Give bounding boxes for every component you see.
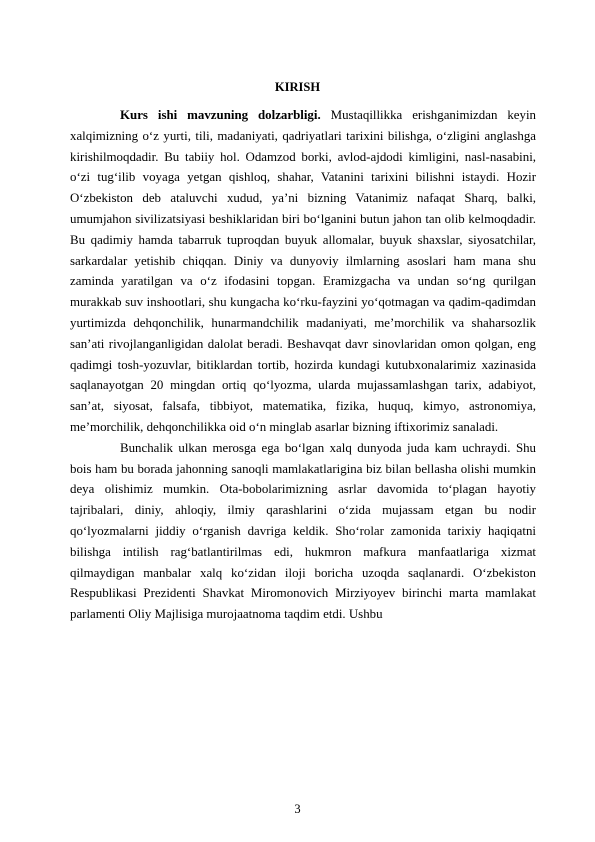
paragraph-text: Bunchalik ulkan merosga ega bo‘lgan xalq dunyoda juda kam uchraydi. Shu bois ham bu borada jahonning sanoqli mamlakatlarigina biz bilan bellasha olishi mumkin deya olishimiz mumkin. Ota-bobolarimizning asrlar davomida to‘plagan hayotiy tajribalari, diniy, ahloqiy, ilmiy qarashlarini o‘zida mujassam etgan bu nodir qo‘lyozmalarni jiddiy o‘rganish davriga keldik. Sho‘rolar zamonida tarixiy haqiqatni bilishga intilish rag‘batlantirilmas edi, hukmron mafkura manfaatlariga xizmat qilmaydigan manbalar xalq ko‘zidan iloji boricha uzoqda saqlanardi. O‘zbekiston Respublikasi Prezidenti Shavkat Miromonovich Mirziyoyev birinchi marta mamlakat parlamenti Oliy Majlisiga murojaatnoma taqdim etdi. Ushbu [70, 440, 536, 622]
paragraph-text: Mustaqillikka erishganimizdan keyin xalqimizning o‘z yurti, tili, madaniyati, qadriyatlari tarixini bilishga, o‘zligini anglashga kirishilmoqdadir. Bu tabiiy hol. Odamzod borki, avlod-ajdodi kimligini, nasl-nasabini, o‘zi tug‘ilib voyaga yetgan qishloq, shahar, Vatanini tarixini bilishni istaydi. Hozir O‘zbekiston deb ataluvchi xudud, ya’ni bizning Vatanimiz nafaqat Sharq, balki, umumjahon sivilizatsiyasi beshiklaridan biri bo‘lganini butun jahon tan olib kelmoqdadir. Bu qadimiy hamda tabarruk tuproqdan buyuk allomalar, buyuk shaxslar, siyosatchilar, sarkardalar yetishib chiqqan. Diniy va dunyoviy ilmlarning asoslari ham mana shu zaminda yaratilgan va o‘z ifodasini topgan. Eramizgacha va undan so‘ng qurilgan murakkab suv inshootlari, shu kungacha ko‘rku-fayzini yo‘qotmagan va qadim-qadimdan yurtimizda dehqonchilik, hunarmandchilik madaniyati, me’morchilik va shaharsozlik san’ati rivojlanganligidan dalolat beradi. Beshavqat davr sinovlaridan omon qolgan, eng qadimgi tosh-yozuvlar, bitiklardan tortib, hozirda kundagi kutubxonalarimiz xazinasida saqlanayotgan 20 mingdan ortiq qo‘lyozma, ularda mujassamlashgan tarix, adabiyot, san’at, siyosat, falsafa, tibbiyot, matematika, fizika, huquq, kimyo, astronomiya, me’morchilik, dehqonchilikka oid o‘n minglab asarlar bizning iftixorimiz sanaladi. [70, 108, 536, 434]
section-heading: KIRISH [274, 80, 321, 94]
paragraph-lead: Kurs ishi mavzuning dolzarbligi. [120, 108, 321, 122]
page-number: 3 [294, 802, 301, 816]
paragraph [70, 105, 536, 438]
paragraph [70, 438, 536, 625]
body-text [70, 105, 536, 625]
